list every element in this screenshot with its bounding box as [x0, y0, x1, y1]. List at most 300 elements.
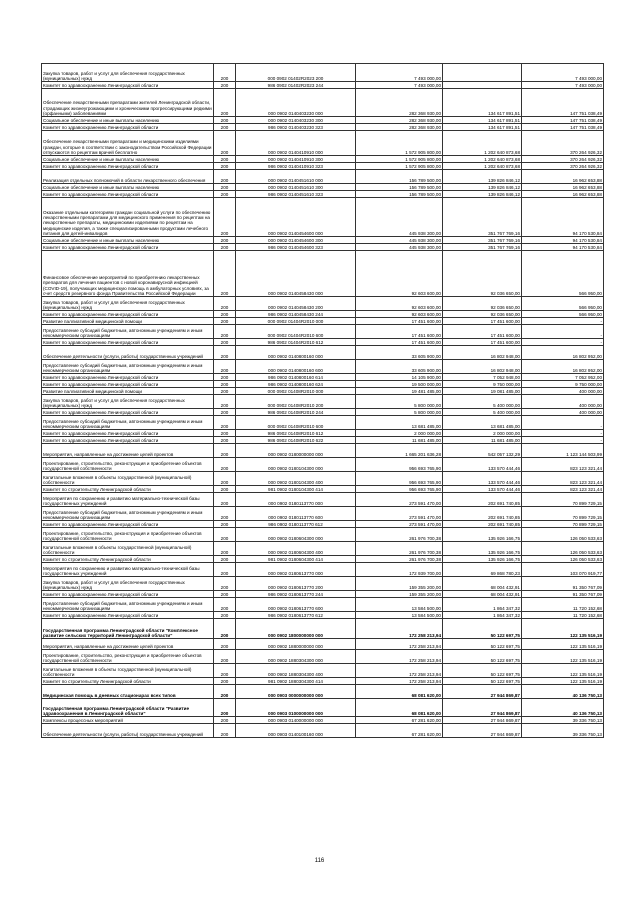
- row-unexecuted-amount: 94 170 530,84: [522, 244, 604, 251]
- row-approved-amount: 13 584 500,00: [356, 598, 443, 612]
- row-executed-amount: 1 202 640 873,68: [443, 163, 522, 170]
- row-executed-amount: 133 570 444,46: [443, 472, 522, 486]
- table-row: [42, 685, 604, 699]
- row-executed-amount: 351 767 769,16: [443, 237, 522, 244]
- row-budget-code: 000 0902 1880000000 000: [236, 639, 356, 650]
- row-executed-amount: 92 036 650,00: [443, 251, 522, 297]
- row-name: Комитет по здравоохранению Ленинградской области: [42, 437, 214, 444]
- table-row: [42, 124, 604, 131]
- row-approved-amount: 68 081 620,00: [356, 699, 443, 717]
- row-line-code: 200: [214, 297, 236, 311]
- row-line-code: 200: [214, 437, 236, 444]
- row-executed-amount: 134 617 891,51: [443, 89, 522, 117]
- row-approved-amount: 159 355 200,00: [356, 577, 443, 591]
- row-unexecuted-amount: 40 136 750,13: [522, 685, 604, 699]
- row-unexecuted-amount: 7 493 000,00: [522, 64, 604, 82]
- row-approved-amount: 273 591 470,00: [356, 493, 443, 507]
- table-row: [42, 198, 604, 237]
- row-executed-amount: 16 802 948,00: [443, 346, 522, 360]
- row-budget-code: 000 0902 0140800160 000: [236, 346, 356, 360]
- budget-table-body: [42, 64, 604, 738]
- row-executed-amount: 11 681 485,00: [443, 437, 522, 444]
- row-line-code: 200: [214, 395, 236, 409]
- row-budget-code: 000 0903 0100000000 000: [236, 699, 356, 717]
- row-unexecuted-amount: -: [522, 339, 604, 346]
- row-approved-amount: 172 939 700,00: [356, 563, 443, 577]
- row-budget-code: 000 0902 0180604300 400: [236, 542, 356, 556]
- row-unexecuted-amount: 40 136 750,13: [522, 699, 604, 717]
- row-line-code: 200: [214, 360, 236, 374]
- row-budget-code: 986 0902 01408R2010 622: [236, 437, 356, 444]
- table-row: [42, 244, 604, 251]
- table-row: [42, 507, 604, 521]
- row-name: Комитет по здравоохранению Ленинградской области: [42, 163, 214, 170]
- row-unexecuted-amount: 122 135 516,19: [522, 650, 604, 664]
- row-name: Проектирование, строительство, реконструкция и приобретение объектов государственной собственности: [42, 528, 214, 542]
- row-unexecuted-amount: 823 123 321,44: [522, 472, 604, 486]
- row-line-code: 200: [214, 458, 236, 472]
- row-name: Обеспечение деятельности (услуги, работы) государственных учреждений: [42, 346, 214, 360]
- row-line-code: 200: [214, 577, 236, 591]
- row-name: Проектирование, строительство, реконструкция и приобретение объектов государственной собственности: [42, 650, 214, 664]
- row-executed-amount: 68 004 432,91: [443, 591, 522, 598]
- table-row: [42, 521, 604, 528]
- row-unexecuted-amount: 9 750 000,00: [522, 381, 604, 388]
- row-unexecuted-amount: 400 000,00: [522, 395, 604, 409]
- row-budget-code: 000 0902 0140458430 200: [236, 297, 356, 311]
- row-name: Закупка товаров, работ и услуг для обеспечения государственных (муниципальных) нужд: [42, 64, 214, 82]
- row-approved-amount: 92 603 600,00: [356, 251, 443, 297]
- row-unexecuted-amount: 370 264 926,32: [522, 156, 604, 163]
- row-line-code: 200: [214, 430, 236, 437]
- row-name: Развитие паллиативной медицинской помощи: [42, 388, 214, 395]
- row-budget-code: 986 0902 0140403230 323: [236, 124, 356, 131]
- row-line-code: 200: [214, 82, 236, 89]
- row-executed-amount: 139 826 846,12: [443, 191, 522, 198]
- row-budget-code: 000 0902 0180000000 000: [236, 444, 356, 458]
- row-unexecuted-amount: 126 050 533,63: [522, 542, 604, 556]
- row-budget-code: 000 0902 0140800160 600: [236, 360, 356, 374]
- row-budget-code: 000 0902 0140458430 000: [236, 251, 356, 297]
- row-line-code: 200: [214, 244, 236, 251]
- row-executed-amount: 133 570 444,46: [443, 486, 522, 493]
- row-line-code: 200: [214, 156, 236, 163]
- row-unexecuted-amount: 70 899 729,15: [522, 493, 604, 507]
- row-line-code: 200: [214, 650, 236, 664]
- row-line-code: 200: [214, 184, 236, 191]
- row-executed-amount: 135 926 166,75: [443, 542, 522, 556]
- row-budget-code: 000 0902 0180604300 000: [236, 528, 356, 542]
- row-name: Обеспечение лекарственными препаратами жителей Ленинградской области, страдающих жизнеугрожающими и хроническими прогрессирующими редкими (орфанными) заболеваниями: [42, 89, 214, 117]
- table-row: [42, 650, 604, 664]
- row-line-code: 200: [214, 198, 236, 237]
- row-budget-code: 981 0902 1880304300 414: [236, 678, 356, 685]
- row-executed-amount: [443, 64, 522, 82]
- row-approved-amount: 92 603 600,00: [356, 311, 443, 318]
- table-row: [42, 563, 604, 577]
- row-approved-amount: 956 693 765,90: [356, 472, 443, 486]
- table-row: [42, 619, 604, 639]
- row-unexecuted-amount: 94 170 530,84: [522, 198, 604, 237]
- table-row: [42, 444, 604, 458]
- row-budget-code: 000 0902 0140454600 000: [236, 198, 356, 237]
- row-approved-amount: 273 591 470,00: [356, 507, 443, 521]
- table-row: [42, 612, 604, 619]
- table-row: [42, 346, 604, 360]
- row-unexecuted-amount: 566 950,00: [522, 297, 604, 311]
- row-executed-amount: 17 451 600,00: [443, 318, 522, 325]
- row-name: Комитет по здравоохранению Ленинградской области: [42, 409, 214, 416]
- row-line-code: 200: [214, 493, 236, 507]
- row-budget-code: 000 0903 0140100160 000: [236, 724, 356, 738]
- row-executed-amount: 68 004 432,91: [443, 577, 522, 591]
- row-line-code: 200: [214, 416, 236, 430]
- row-name: Обеспечение деятельности (услуги, работы) государственных учреждений: [42, 724, 214, 738]
- table-row: [42, 184, 604, 191]
- row-executed-amount: 134 617 891,51: [443, 124, 522, 131]
- row-name: Комитет по здравоохранению Ленинградской области: [42, 311, 214, 318]
- row-line-code: 200: [214, 639, 236, 650]
- row-approved-amount: 282 368 930,00: [356, 117, 443, 124]
- row-name: Государственная программа Ленинградской области "Комплексное развитие сельских территорий Ленинградской области": [42, 619, 214, 639]
- table-row: [42, 486, 604, 493]
- row-name: Оказание отдельным категориям граждан социальной услуги по обеспечению лекарственными препаратами для медицинского применения по рецептам на лекарственные препараты, медицинскими изделиями по рецептам на медицинские изделия, а также специализированными продуктами лечебного питания для детей-инвалидов: [42, 198, 214, 237]
- row-name: Развитие паллиативной медицинской помощи: [42, 318, 214, 325]
- row-budget-code: 000 0902 0180613770 000: [236, 563, 356, 577]
- row-name: Закупка товаров, работ и услуг для обеспечения государственных (муниципальных) нужд: [42, 395, 214, 409]
- row-executed-amount: 16 802 948,00: [443, 360, 522, 374]
- row-line-code: 200: [214, 724, 236, 738]
- row-name: Комитет по здравоохранению Ленинградской области: [42, 612, 214, 619]
- row-budget-code: 986 0902 01402R2023 244: [236, 82, 356, 89]
- row-budget-code: 000 0903 0140000000 000: [236, 717, 356, 724]
- row-name: Социальное обеспечение и иные выплаты населению: [42, 184, 214, 191]
- row-approved-amount: 273 591 470,00: [356, 521, 443, 528]
- row-name: Комитет по строительству Ленинградской области: [42, 556, 214, 563]
- row-approved-amount: 7 493 000,00: [356, 82, 443, 89]
- row-unexecuted-amount: 91 350 767,09: [522, 577, 604, 591]
- row-unexecuted-amount: 16 962 653,88: [522, 191, 604, 198]
- table-row: [42, 170, 604, 184]
- table-row: [42, 311, 604, 318]
- row-budget-code: 986 0902 01408R2010 244: [236, 409, 356, 416]
- row-name: Предоставление субсидий бюджетным, автономным учреждениям и иным некоммерческим организациям: [42, 325, 214, 339]
- row-name: Мероприятия, направленные на достижение целей проектов: [42, 444, 214, 458]
- table-row: [42, 381, 604, 388]
- row-name: Социальное обеспечение и иные выплаты населению: [42, 156, 214, 163]
- row-unexecuted-amount: 16 802 952,00: [522, 360, 604, 374]
- row-executed-amount: 9 750 000,00: [443, 381, 522, 388]
- row-line-code: 200: [214, 472, 236, 486]
- table-row: [42, 395, 604, 409]
- row-unexecuted-amount: 147 751 038,49: [522, 124, 604, 131]
- row-budget-code: 986 0902 0140800160 614: [236, 374, 356, 381]
- row-line-code: 200: [214, 325, 236, 339]
- row-unexecuted-amount: 7 493 000,00: [522, 82, 604, 89]
- row-line-code: 200: [214, 591, 236, 598]
- row-approved-amount: 19 481 485,00: [356, 388, 443, 395]
- row-name: Комитет по здравоохранению Ленинградской области: [42, 591, 214, 598]
- table-row: [42, 64, 604, 82]
- row-budget-code: 986 0902 0140800160 624: [236, 381, 356, 388]
- row-name: Предоставление субсидий бюджетным, автономным учреждениям и иным некоммерческим организациям: [42, 507, 214, 521]
- row-name: Закупка товаров, работ и услуг для обеспечения государственных (муниципальных) нужд: [42, 297, 214, 311]
- row-name: Предоставление субсидий бюджетным, автономным учреждениям и иным некоммерческим организациям: [42, 360, 214, 374]
- row-budget-code: 000 0902 1880304300 000: [236, 650, 356, 664]
- row-approved-amount: 956 693 765,90: [356, 486, 443, 493]
- row-budget-code: 000 0902 0180113770 600: [236, 507, 356, 521]
- row-name: Комитет по строительству Ленинградской области: [42, 678, 214, 685]
- row-line-code: 200: [214, 528, 236, 542]
- row-line-code: 200: [214, 619, 236, 639]
- row-line-code: 200: [214, 717, 236, 724]
- row-line-code: 200: [214, 563, 236, 577]
- row-name: Мероприятия по сохранению и развитию материально-технической базы государственных учреждений: [42, 493, 214, 507]
- row-executed-amount: 50 122 697,75: [443, 664, 522, 678]
- row-budget-code: 000 0902 0180104300 000: [236, 458, 356, 472]
- table-row: [42, 591, 604, 598]
- row-name: Социальное обеспечение и иные выплаты населению: [42, 237, 214, 244]
- row-unexecuted-amount: 147 751 038,49: [522, 117, 604, 124]
- row-executed-amount: 139 826 846,12: [443, 170, 522, 184]
- row-name: Комитет по здравоохранению Ленинградской области: [42, 374, 214, 381]
- row-name: Медицинская помощь в дневных стационарах всех типов: [42, 685, 214, 699]
- row-name: Финансовое обеспечение мероприятий по приобретению лекарственных препаратов для лечения пациентов с новой коронавирусной инфекцией (COVID-19), получающих медицинскую помощь в амбулаторных условиях, за счет средств резервного фонда Правительства Российской Федерации: [42, 251, 214, 297]
- table-row: [42, 325, 604, 339]
- row-executed-amount: 133 570 444,46: [443, 458, 522, 472]
- row-executed-amount: 5 400 000,00: [443, 395, 522, 409]
- row-budget-code: 000 0902 0180104300 400: [236, 472, 356, 486]
- row-name: Комитет по здравоохранению Ленинградской области: [42, 430, 214, 437]
- row-unexecuted-amount: 103 070 919,77: [522, 563, 604, 577]
- row-approved-amount: 17 451 600,00: [356, 339, 443, 346]
- table-row: [42, 388, 604, 395]
- row-line-code: 200: [214, 191, 236, 198]
- table-row: [42, 297, 604, 311]
- row-name: Капитальные вложения в объекты государственной (муниципальной) собственности: [42, 664, 214, 678]
- row-approved-amount: 156 789 500,00: [356, 184, 443, 191]
- row-name: Капитальные вложения в объекты государственной (муниципальной) собственности: [42, 542, 214, 556]
- row-name: Предоставление субсидий бюджетным, автономным учреждениям и иным некоммерческим организациям: [42, 416, 214, 430]
- row-executed-amount: 19 081 485,00: [443, 388, 522, 395]
- row-budget-code: 000 0902 0180113770 000: [236, 493, 356, 507]
- row-name: Комитет по здравоохранению Ленинградской области: [42, 381, 214, 388]
- row-executed-amount: 13 681 485,00: [443, 416, 522, 430]
- row-budget-code: 000 0902 0180613770 200: [236, 577, 356, 591]
- row-budget-code: 986 0902 0140458430 244: [236, 311, 356, 318]
- row-line-code: 200: [214, 598, 236, 612]
- row-approved-amount: 1 572 905 800,00: [356, 131, 443, 156]
- row-line-code: 200: [214, 444, 236, 458]
- table-row: [42, 416, 604, 430]
- row-unexecuted-amount: 823 123 321,44: [522, 458, 604, 472]
- table-row: [42, 556, 604, 563]
- table-row: [42, 237, 604, 244]
- row-budget-code: 000 0902 0140410910 000: [236, 131, 356, 156]
- row-unexecuted-amount: 91 350 767,09: [522, 591, 604, 598]
- row-approved-amount: 5 800 000,00: [356, 395, 443, 409]
- row-line-code: 200: [214, 346, 236, 360]
- table-row: [42, 528, 604, 542]
- table-row: [42, 437, 604, 444]
- row-unexecuted-amount: 566 950,00: [522, 251, 604, 297]
- table-row: [42, 89, 604, 117]
- row-executed-amount: 202 691 740,85: [443, 493, 522, 507]
- table-row: [42, 191, 604, 198]
- row-approved-amount: 11 681 485,00: [356, 437, 443, 444]
- row-line-code: 200: [214, 678, 236, 685]
- table-row: [42, 163, 604, 170]
- row-budget-code: 000 0902 1800000000 000: [236, 619, 356, 639]
- row-budget-code: 000 0902 0140454600 300: [236, 237, 356, 244]
- row-budget-code: 986 0902 0180613770 244: [236, 591, 356, 598]
- row-approved-amount: 156 789 500,00: [356, 170, 443, 184]
- table-row: [42, 251, 604, 297]
- table-row: [42, 458, 604, 472]
- row-unexecuted-amount: 147 751 038,49: [522, 89, 604, 117]
- row-budget-code: 000 0902 0140451610 300: [236, 184, 356, 191]
- row-budget-code: 986 0902 0140410910 323: [236, 163, 356, 170]
- table-row: [42, 664, 604, 678]
- row-line-code: 200: [214, 237, 236, 244]
- row-unexecuted-amount: 122 135 516,19: [522, 639, 604, 650]
- row-approved-amount: 172 258 213,94: [356, 619, 443, 639]
- row-line-code: 200: [214, 409, 236, 416]
- row-unexecuted-amount: 39 336 750,13: [522, 717, 604, 724]
- table-row: [42, 156, 604, 163]
- row-budget-code: 986 0902 01404R2010 612: [236, 339, 356, 346]
- row-name: Комитет по здравоохранению Ленинградской области: [42, 124, 214, 131]
- row-approved-amount: 445 938 300,00: [356, 198, 443, 237]
- row-executed-amount: 134 617 891,51: [443, 117, 522, 124]
- row-approved-amount: 172 258 213,94: [356, 678, 443, 685]
- row-name: Обеспечение лекарственными препаратами и медицинскими изделиями граждан, которые в соответствии с законодательством Российской Федерации отпускаются по рецептам врачей бесплатно: [42, 131, 214, 156]
- row-unexecuted-amount: 1 123 144 503,99: [522, 444, 604, 458]
- row-approved-amount: 445 938 300,00: [356, 244, 443, 251]
- row-executed-amount: 139 826 846,12: [443, 184, 522, 191]
- row-unexecuted-amount: 7 052 952,00: [522, 374, 604, 381]
- row-line-code: 200: [214, 318, 236, 325]
- row-name: Капитальные вложения в объекты государственной (муниципальной) собственности: [42, 472, 214, 486]
- row-unexecuted-amount: -: [522, 437, 604, 444]
- row-executed-amount: 1 202 640 873,68: [443, 156, 522, 163]
- row-approved-amount: 1 572 905 800,00: [356, 156, 443, 163]
- row-approved-amount: 68 081 620,00: [356, 685, 443, 699]
- row-unexecuted-amount: 400 000,00: [522, 388, 604, 395]
- row-unexecuted-amount: 11 720 152,68: [522, 598, 604, 612]
- row-name: Мероприятия, направленные на достижение целей проектов: [42, 639, 214, 650]
- row-approved-amount: 261 976 700,38: [356, 528, 443, 542]
- row-line-code: 200: [214, 374, 236, 381]
- row-line-code: 200: [214, 388, 236, 395]
- row-budget-code: 986 0902 0180613770 612: [236, 612, 356, 619]
- row-executed-amount: 7 052 948,00: [443, 374, 522, 381]
- row-executed-amount: 351 767 769,16: [443, 244, 522, 251]
- row-unexecuted-amount: 400 000,00: [522, 409, 604, 416]
- table-row: [42, 724, 604, 738]
- row-approved-amount: 92 603 600,00: [356, 297, 443, 311]
- row-executed-amount: 202 691 740,85: [443, 507, 522, 521]
- row-unexecuted-amount: 16 802 952,00: [522, 346, 604, 360]
- row-name: Комитет по строительству Ленинградской области: [42, 486, 214, 493]
- row-executed-amount: 50 122 697,75: [443, 678, 522, 685]
- row-executed-amount: 1 864 347,32: [443, 612, 522, 619]
- row-line-code: 200: [214, 612, 236, 619]
- row-budget-code: 000 0903 0000000000 000: [236, 685, 356, 699]
- row-approved-amount: 17 451 600,00: [356, 325, 443, 339]
- row-name: Комитет по здравоохранению Ленинградской области: [42, 244, 214, 251]
- table-row: [42, 542, 604, 556]
- row-approved-amount: 172 258 213,94: [356, 639, 443, 650]
- row-name: Реализация отдельных полномочий в области лекарственного обеспечения: [42, 170, 214, 184]
- row-approved-amount: 67 281 620,00: [356, 724, 443, 738]
- table-row: [42, 493, 604, 507]
- row-executed-amount: 69 868 780,23: [443, 563, 522, 577]
- row-line-code: 200: [214, 339, 236, 346]
- page-number: 116: [314, 858, 325, 864]
- row-unexecuted-amount: 39 336 750,13: [522, 724, 604, 738]
- row-line-code: 200: [214, 542, 236, 556]
- row-executed-amount: 135 926 166,75: [443, 528, 522, 542]
- row-line-code: 200: [214, 163, 236, 170]
- row-line-code: 200: [214, 381, 236, 388]
- row-unexecuted-amount: 122 135 516,19: [522, 619, 604, 639]
- row-approved-amount: 33 605 900,00: [356, 360, 443, 374]
- row-line-code: 200: [214, 685, 236, 699]
- row-approved-amount: 19 500 000,00: [356, 381, 443, 388]
- row-approved-amount: 2 000 000,00: [356, 430, 443, 437]
- row-approved-amount: 67 281 620,00: [356, 717, 443, 724]
- row-executed-amount: 27 944 869,87: [443, 699, 522, 717]
- row-executed-amount: 542 057 132,29: [443, 444, 522, 458]
- row-budget-code: 986 0902 0140454600 323: [236, 244, 356, 251]
- row-approved-amount: 13 584 500,00: [356, 612, 443, 619]
- row-budget-code: 000 0902 01408R2010 600: [236, 416, 356, 430]
- row-unexecuted-amount: 94 170 530,84: [522, 237, 604, 244]
- row-unexecuted-amount: -: [522, 325, 604, 339]
- table-row: [42, 678, 604, 685]
- row-approved-amount: 7 493 000,00: [356, 64, 443, 82]
- row-unexecuted-amount: 70 899 729,15: [522, 521, 604, 528]
- row-approved-amount: 1 665 201 636,28: [356, 444, 443, 458]
- row-executed-amount: 1 202 640 873,68: [443, 131, 522, 156]
- row-budget-code: 000 0902 0140403230 300: [236, 117, 356, 124]
- row-unexecuted-amount: 16 962 653,88: [522, 170, 604, 184]
- row-executed-amount: 1 864 347,32: [443, 598, 522, 612]
- row-approved-amount: 13 681 485,00: [356, 416, 443, 430]
- row-name: Закупка товаров, работ и услуг для обеспечения государственных (муниципальных) нужд: [42, 577, 214, 591]
- row-executed-amount: 2 000 000,00: [443, 430, 522, 437]
- row-approved-amount: 445 938 300,00: [356, 237, 443, 244]
- row-line-code: 200: [214, 507, 236, 521]
- row-approved-amount: 282 368 930,00: [356, 124, 443, 131]
- row-approved-amount: 1 572 905 800,00: [356, 163, 443, 170]
- table-row: [42, 430, 604, 437]
- table-row: [42, 598, 604, 612]
- row-executed-amount: 92 036 650,00: [443, 297, 522, 311]
- row-executed-amount: 351 767 769,16: [443, 198, 522, 237]
- table-row: [42, 374, 604, 381]
- row-executed-amount: 135 926 166,75: [443, 556, 522, 563]
- row-unexecuted-amount: -: [522, 430, 604, 437]
- row-line-code: 200: [214, 521, 236, 528]
- row-budget-code: 000 0902 0140410910 300: [236, 156, 356, 163]
- table-row: [42, 699, 604, 717]
- row-approved-amount: 14 105 900,00: [356, 374, 443, 381]
- row-unexecuted-amount: 122 135 516,19: [522, 664, 604, 678]
- row-name: Комитет по здравоохранению Ленинградской области: [42, 339, 214, 346]
- row-unexecuted-amount: 11 720 152,68: [522, 612, 604, 619]
